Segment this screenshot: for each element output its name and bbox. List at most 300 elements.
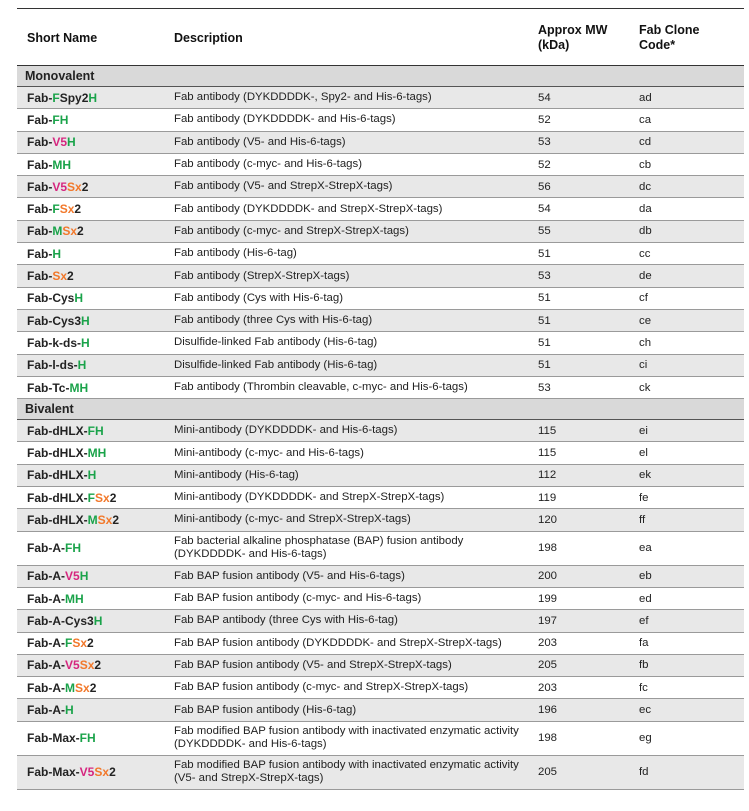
mw-cell	[538, 756, 628, 789]
table-row	[17, 310, 744, 332]
section-header: Bivalent	[17, 399, 744, 420]
short-name-part: M	[87, 446, 98, 461]
clone-code-cell-text: de	[639, 270, 652, 283]
description-cell	[174, 588, 534, 609]
mw-cell-text: 56	[538, 180, 551, 193]
description-cell	[174, 532, 534, 565]
clone-code-cell	[639, 288, 729, 309]
mw-cell	[538, 487, 628, 508]
table-row	[17, 198, 744, 220]
mw-cell	[538, 176, 628, 197]
clone-code-cell	[639, 610, 729, 631]
description-cell	[174, 332, 534, 353]
short-name-part: F	[65, 636, 73, 651]
clone-code-cell-text: ck	[639, 381, 651, 394]
description-cell-text: Fab BAP fusion antibody (V5- and StrepX-StrepX-tags)	[174, 658, 452, 671]
description-cell	[174, 655, 534, 676]
short-name-part: Fab-Max-	[27, 765, 80, 780]
short-name-part: Fab-	[27, 246, 53, 261]
clone-code-cell	[639, 442, 729, 463]
short-name-part: Fab-A-	[27, 591, 65, 606]
table-header	[17, 8, 744, 66]
short-name-part: x	[75, 179, 82, 194]
table-row	[17, 722, 744, 756]
clone-code-cell-text: da	[639, 203, 652, 216]
short-name-part: Fab-	[27, 202, 53, 217]
clone-code-cell	[639, 677, 729, 698]
mw-cell	[538, 655, 628, 676]
mw-cell-text: 51	[538, 292, 551, 305]
description-cell	[174, 310, 534, 331]
clone-code-cell-text: dc	[639, 180, 652, 193]
mw-cell	[538, 588, 628, 609]
mw-cell	[538, 87, 628, 108]
description-cell-text: Mini-antibody (DYKDDDDK- and His-6-tags)	[174, 424, 398, 437]
table-row	[17, 588, 744, 610]
short-name-part: Fab-l-ds-	[27, 358, 78, 373]
clone-code-cell	[639, 377, 729, 398]
short-name-part: H	[59, 112, 69, 127]
short-name-cell	[27, 566, 172, 587]
header-clone-code: Fab Clone Code*	[639, 23, 700, 52]
short-name-part: Fab-dHLX-	[27, 423, 88, 438]
clone-code-cell-text: el	[639, 447, 648, 460]
clone-code-cell	[639, 176, 729, 197]
short-name-part: 2	[81, 179, 89, 194]
clone-code-cell	[639, 265, 729, 286]
description-cell-text: Fab antibody (V5- and His-6-tags)	[174, 135, 346, 148]
clone-code-cell	[639, 109, 729, 130]
description-cell-text: Fab antibody (DYKDDDDK-, Spy2- and His-6-tags)	[174, 91, 432, 104]
short-name-cell	[27, 487, 172, 508]
mw-cell-text: 203	[538, 637, 558, 650]
description-cell	[174, 265, 534, 286]
short-name-cell	[27, 465, 172, 486]
description-cell-text: Fab antibody (Thrombin cleavable, c-myc- and His-6-tags)	[174, 381, 468, 393]
table-row	[17, 699, 744, 721]
description-cell	[174, 722, 534, 755]
short-name-cell	[27, 532, 172, 565]
mw-cell	[538, 310, 628, 331]
description-cell-text: Fab modified BAP fusion antibody with inactivated enzymatic activity (DYKDDDDK- and His-6-tags)	[174, 725, 519, 751]
mw-cell	[538, 442, 628, 463]
clone-code-cell	[639, 756, 729, 789]
clone-code-cell	[639, 655, 729, 676]
description-cell	[174, 756, 534, 789]
description-cell	[174, 442, 534, 463]
short-name-cell	[27, 377, 172, 398]
clone-code-cell	[639, 722, 729, 755]
short-name-part: Fab-A-	[27, 613, 65, 628]
description-cell	[174, 154, 534, 175]
mw-cell-text: 51	[538, 359, 551, 372]
short-name-part: V5	[65, 658, 80, 673]
short-name-part: S	[79, 658, 88, 673]
short-name-part: V5	[79, 765, 95, 780]
short-name-part: Fab-dHLX-	[27, 446, 88, 461]
short-name-part: H	[93, 613, 103, 628]
description-cell-text: Fab modified BAP fusion antibody with inactivated enzymatic activity (V5- and StrepX-StrepX-tags)	[174, 759, 519, 785]
description-cell-text: Mini-antibody (His-6-tag)	[174, 468, 299, 481]
description-cell-text: Mini-antibody (DYKDDDDK- and StrepX-StrepX-tags)	[174, 491, 445, 504]
short-name-part: x	[83, 680, 90, 695]
header-mw: Approx MW (kDa)	[538, 23, 608, 52]
mw-cell-text: 196	[538, 704, 558, 717]
mw-cell-text: 203	[538, 681, 558, 694]
short-name-cell	[27, 633, 172, 654]
description-cell-text: Fab BAP antibody (three Cys with His-6-tag)	[174, 614, 398, 627]
short-name-part: Fab-	[27, 112, 53, 127]
short-name-part: S	[72, 636, 81, 651]
short-name-cell	[27, 221, 172, 242]
short-name-cell	[27, 677, 172, 698]
short-name-part: x	[87, 658, 95, 673]
table-row	[17, 87, 744, 109]
short-name-part: F	[52, 90, 60, 105]
mw-cell-text: 198	[538, 542, 558, 555]
description-cell	[174, 610, 534, 631]
short-name-part: Fab-A-	[27, 541, 65, 556]
description-cell	[174, 243, 534, 264]
mw-cell-text: 115	[538, 424, 557, 437]
mw-cell	[538, 154, 628, 175]
description-cell	[174, 198, 534, 219]
short-name-part: H	[62, 157, 72, 172]
description-cell	[174, 132, 534, 153]
short-name-part: H	[81, 335, 90, 350]
short-name-part: V5	[52, 179, 68, 194]
mw-cell	[538, 699, 628, 720]
short-name-part: Fab-dHLX-	[27, 468, 88, 483]
clone-code-cell	[639, 465, 729, 486]
clone-code-cell-text: ce	[639, 314, 652, 327]
mw-cell	[538, 243, 628, 264]
description-cell	[174, 420, 534, 441]
mw-cell-text: 120	[538, 513, 558, 526]
clone-code-cell-text: ci	[639, 359, 648, 372]
clone-code-cell	[639, 132, 729, 153]
description-cell	[174, 87, 534, 108]
mw-cell-text: 197	[538, 614, 558, 627]
short-name-part: M	[52, 224, 63, 239]
description-cell-text: Mini-antibody (c-myc- and His-6-tags)	[174, 446, 364, 459]
clone-code-cell-text: fc	[639, 681, 648, 694]
short-name-cell	[27, 87, 172, 108]
short-name-part: H	[87, 468, 97, 483]
short-name-part: Fab-dHLX-	[27, 512, 88, 527]
short-name-cell	[27, 288, 172, 309]
table-row	[17, 465, 744, 487]
mw-cell	[538, 420, 628, 441]
short-name-part: x	[105, 512, 113, 527]
clone-code-cell-text: cf	[639, 292, 648, 305]
short-name-part: Fab-	[27, 224, 53, 239]
short-name-part: F	[65, 541, 73, 556]
mw-cell-text: 52	[538, 113, 551, 126]
short-name-cell	[27, 243, 172, 264]
short-name-cell	[27, 442, 172, 463]
mw-cell-text: 55	[538, 225, 551, 238]
short-name-cell	[27, 588, 172, 609]
table-body	[17, 66, 744, 790]
clone-code-cell	[639, 332, 729, 353]
description-cell-text: Disulfide-linked Fab antibody (His-6-tag)	[174, 358, 378, 371]
short-name-part: M	[87, 512, 98, 527]
mw-cell	[538, 265, 628, 286]
clone-code-cell-text: ek	[639, 469, 652, 482]
short-name-part: H	[95, 423, 104, 438]
mw-cell	[538, 288, 628, 309]
short-name-part: 2	[109, 765, 116, 780]
mw-cell-text: 51	[538, 247, 551, 260]
short-name-cell	[27, 154, 172, 175]
section-header: Monovalent	[17, 66, 744, 87]
clone-code-cell-text: fe	[639, 491, 649, 504]
description-cell-text: Fab antibody (StrepX-StrepX-tags)	[174, 269, 350, 282]
description-cell	[174, 566, 534, 587]
short-name-part: S	[94, 765, 103, 780]
description-cell	[174, 377, 534, 398]
clone-code-cell	[639, 532, 729, 565]
clone-code-cell-text: ea	[639, 542, 652, 555]
mw-cell-text: 53	[538, 270, 551, 283]
description-cell-text: Fab BAP fusion antibody (His-6-tag)	[174, 703, 357, 716]
mw-cell-text: 200	[538, 570, 558, 583]
description-cell	[174, 355, 534, 376]
short-name-cell	[27, 610, 172, 631]
header-short-name: Short Name	[27, 31, 98, 45]
clone-code-cell-text: fd	[639, 766, 649, 779]
short-name-part: H	[72, 541, 82, 556]
short-name-cell	[27, 355, 172, 376]
table-row	[17, 509, 744, 531]
clone-code-cell	[639, 509, 729, 530]
description-cell-text: Mini-antibody (c-myc- and StrepX-StrepX-tags)	[174, 513, 411, 526]
short-name-part: Fab-	[27, 135, 53, 150]
mw-cell	[538, 198, 628, 219]
short-name-part: H	[52, 246, 62, 261]
description-cell-text: Fab antibody (c-myc- and His-6-tags)	[174, 158, 363, 171]
clone-code-cell-text: ef	[639, 614, 649, 627]
mw-cell	[538, 633, 628, 654]
mw-cell-text: 198	[538, 732, 558, 745]
clone-code-cell	[639, 588, 729, 609]
clone-code-cell-text: cd	[639, 136, 652, 149]
clone-code-cell	[639, 633, 729, 654]
short-name-cell	[27, 722, 172, 755]
short-name-part: H	[65, 703, 74, 718]
antibody-table	[17, 8, 744, 790]
clone-code-cell	[639, 243, 729, 264]
short-name-part: 2	[87, 636, 94, 651]
mw-cell-text: 53	[538, 381, 551, 394]
description-cell-text: Fab BAP fusion antibody (c-myc- and His-6-tags)	[174, 592, 422, 605]
table-row	[17, 487, 744, 509]
short-name-part: S	[52, 269, 61, 284]
clone-code-cell-text: ca	[639, 113, 652, 126]
description-cell	[174, 465, 534, 486]
mw-cell-text: 205	[538, 766, 558, 779]
description-cell	[174, 633, 534, 654]
clone-code-cell-text: ei	[639, 424, 648, 437]
short-name-part: Fab-	[27, 157, 53, 172]
short-name-part: 2	[74, 202, 82, 217]
clone-code-cell	[639, 420, 729, 441]
short-name-part: Cys3	[52, 313, 82, 328]
short-name-cell	[27, 332, 172, 353]
mw-cell	[538, 465, 628, 486]
mw-cell	[538, 509, 628, 530]
short-name-part: H	[79, 380, 89, 395]
short-name-part: 2	[67, 269, 74, 284]
short-name-part: Fab-Max-	[27, 731, 80, 746]
clone-code-cell	[639, 310, 729, 331]
short-name-part: F	[52, 202, 60, 217]
short-name-part: S	[75, 680, 84, 695]
short-name-part: H	[79, 569, 89, 584]
short-name-part: x	[70, 224, 78, 239]
clone-code-cell-text: ch	[639, 336, 652, 349]
short-name-part: Fab-A-	[27, 569, 65, 584]
short-name-part: 2	[112, 512, 120, 527]
clone-code-cell	[639, 198, 729, 219]
table-row	[17, 756, 744, 790]
short-name-part: Fab-A-	[27, 703, 65, 718]
short-name-part: F	[52, 112, 60, 127]
description-cell-text: Fab antibody (DYKDDDDK- and His-6-tags)	[174, 113, 396, 126]
table-row	[17, 377, 744, 399]
header-description: Description	[174, 31, 243, 45]
short-name-part: x	[60, 269, 68, 284]
description-cell-text: Fab antibody (three Cys with His-6-tag)	[174, 314, 373, 327]
table-row	[17, 532, 744, 566]
short-name-part: V5	[65, 569, 80, 584]
short-name-cell	[27, 420, 172, 441]
description-cell-text: Fab BAP fusion antibody (DYKDDDDK- and StrepX-StrepX-tags)	[174, 636, 502, 649]
short-name-part: H	[75, 591, 84, 606]
table-row	[17, 154, 744, 176]
clone-code-cell	[639, 355, 729, 376]
clone-code-cell-text: ff	[639, 513, 646, 526]
short-name-part: S	[59, 202, 68, 217]
short-name-part: M	[69, 380, 80, 395]
clone-code-cell-text: cc	[639, 247, 651, 260]
short-name-part: Fab-A-	[27, 680, 65, 695]
mw-cell-text: 119	[538, 491, 557, 504]
short-name-part: S	[67, 179, 76, 194]
clone-code-cell-text: ed	[639, 592, 652, 605]
description-cell	[174, 288, 534, 309]
table-row	[17, 633, 744, 655]
short-name-part: S	[97, 512, 106, 527]
table-row	[17, 420, 744, 442]
short-name-part: Fab-A-	[27, 658, 65, 673]
short-name-part: Fab-	[27, 269, 53, 284]
table-row	[17, 355, 744, 377]
clone-code-cell-text: fa	[639, 637, 649, 650]
mw-cell	[538, 677, 628, 698]
short-name-part: S	[62, 224, 71, 239]
description-cell	[174, 699, 534, 720]
mw-cell	[538, 221, 628, 242]
short-name-part: H	[97, 446, 107, 461]
clone-code-cell-text: eg	[639, 732, 652, 745]
short-name-part: H	[74, 291, 84, 306]
mw-cell	[538, 532, 628, 565]
mw-cell-text: 54	[538, 203, 551, 216]
short-name-part: Fab-dHLX-	[27, 490, 88, 505]
table-row	[17, 265, 744, 287]
mw-cell	[538, 355, 628, 376]
description-cell-text: Fab antibody (V5- and StrepX-StrepX-tags)	[174, 180, 393, 193]
short-name-part: Fab-	[27, 179, 53, 194]
table-row	[17, 109, 744, 131]
short-name-part: 2	[109, 490, 117, 505]
mw-cell-text: 112	[538, 469, 557, 482]
table-row	[17, 677, 744, 699]
short-name-part: Fab-A-	[27, 636, 65, 651]
short-name-part: S	[95, 490, 104, 505]
short-name-cell	[27, 699, 172, 720]
table-row	[17, 610, 744, 632]
clone-code-cell-text: cb	[639, 158, 652, 171]
mw-cell	[538, 566, 628, 587]
short-name-part: M	[65, 591, 75, 606]
mw-cell-text: 51	[538, 314, 551, 327]
short-name-part: F	[79, 731, 88, 746]
short-name-part: F	[87, 423, 95, 438]
table-row	[17, 221, 744, 243]
table-row	[17, 288, 744, 310]
mw-cell-text: 199	[538, 592, 558, 605]
description-cell-text: Fab BAP fusion antibody (V5- and His-6-tags)	[174, 569, 405, 582]
clone-code-cell	[639, 154, 729, 175]
short-name-cell	[27, 756, 172, 789]
short-name-part: H	[81, 313, 90, 328]
clone-code-cell-text: eb	[639, 570, 652, 583]
short-name-part: x	[102, 765, 110, 780]
mw-cell	[538, 377, 628, 398]
short-name-cell	[27, 198, 172, 219]
clone-code-cell-text: db	[639, 225, 652, 238]
description-cell	[174, 677, 534, 698]
short-name-part: x	[80, 636, 88, 651]
mw-cell	[538, 332, 628, 353]
mw-cell	[538, 722, 628, 755]
clone-code-cell-text: ad	[639, 91, 652, 104]
table-row	[17, 243, 744, 265]
mw-cell-text: 52	[538, 158, 551, 171]
short-name-part: x	[67, 202, 75, 217]
description-cell-text: Disulfide-linked Fab antibody (His-6-tag)	[174, 336, 378, 349]
description-cell-text: Fab antibody (c-myc- and StrepX-StrepX-tags)	[174, 224, 409, 237]
description-cell	[174, 176, 534, 197]
clone-code-cell	[639, 487, 729, 508]
table-row	[17, 332, 744, 354]
short-name-part: V5	[52, 135, 68, 150]
mw-cell-text: 205	[538, 659, 558, 672]
short-name-part: 2	[77, 224, 84, 239]
table-row	[17, 132, 744, 154]
mw-cell-text: 54	[538, 91, 551, 104]
table-row	[17, 566, 744, 588]
clone-code-cell-text: fb	[639, 659, 649, 672]
short-name-part: H	[67, 135, 76, 150]
short-name-part: H	[88, 90, 98, 105]
mw-cell-text: 53	[538, 136, 551, 149]
short-name-part: Spy2	[59, 90, 89, 105]
short-name-cell	[27, 310, 172, 331]
